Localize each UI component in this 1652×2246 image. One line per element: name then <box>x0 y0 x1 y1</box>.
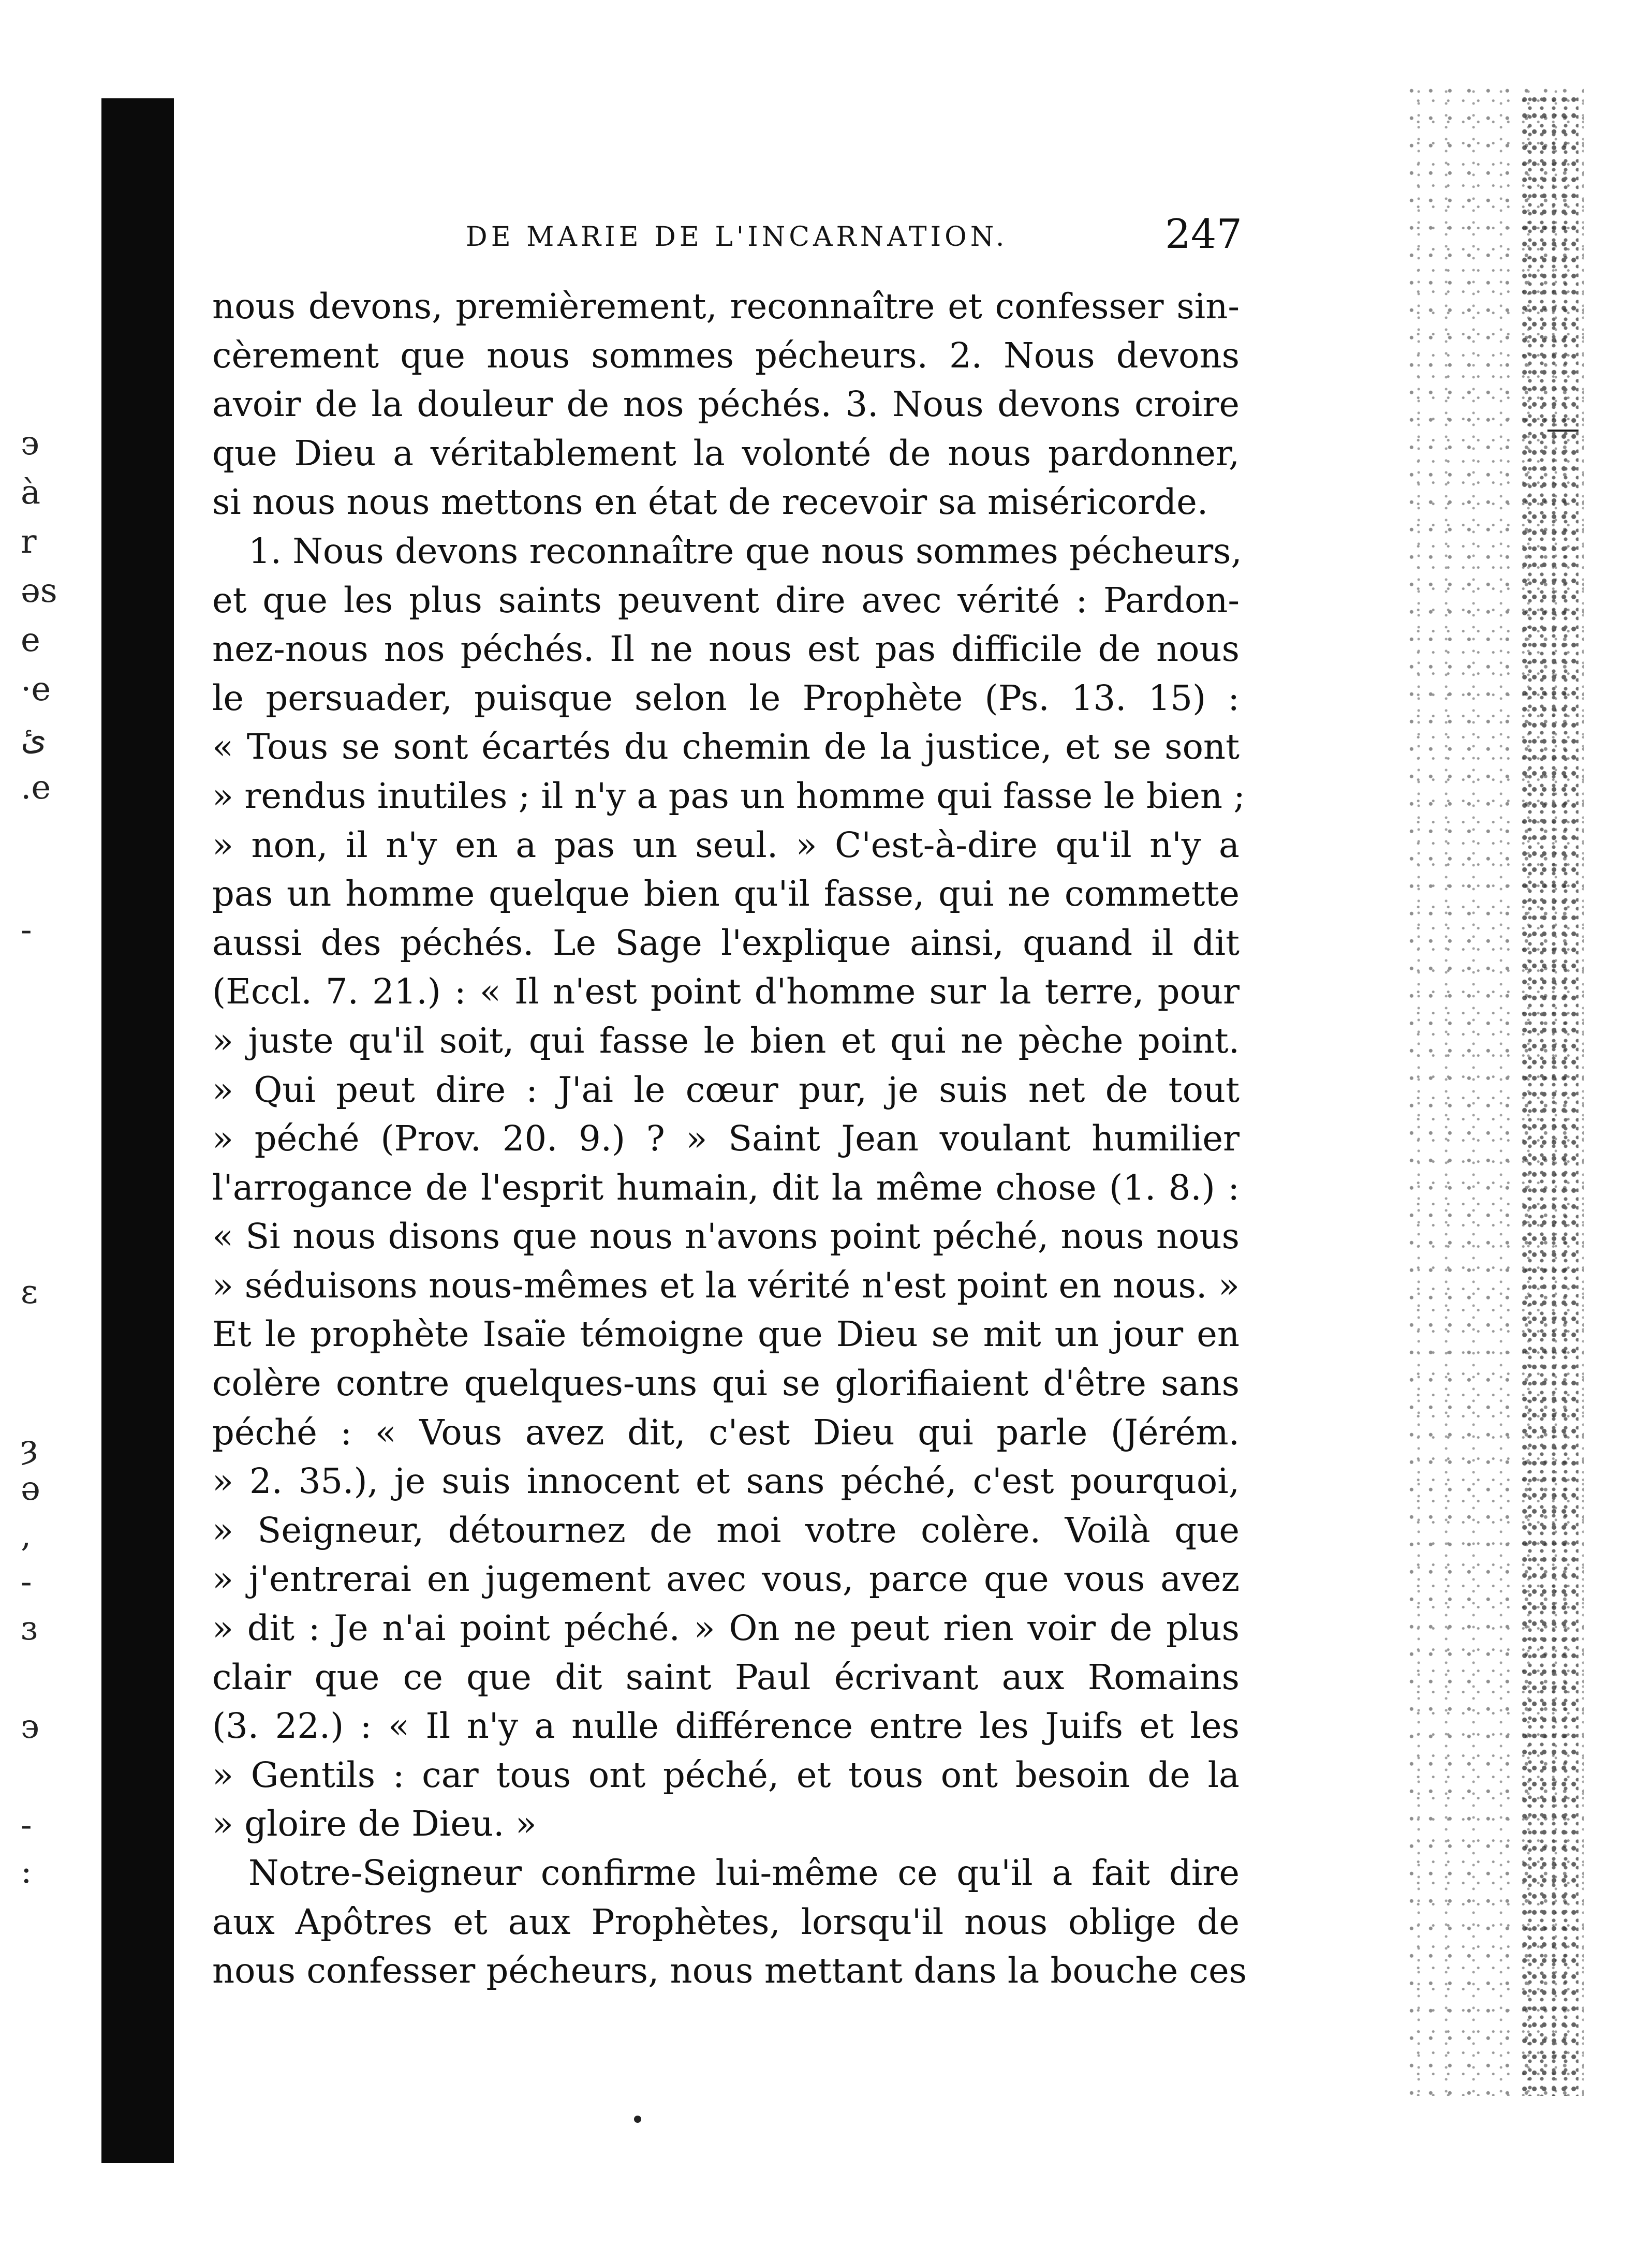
residue-char: - <box>21 1806 32 1844</box>
scan-noise-page-edge <box>1522 93 1579 2096</box>
text-line: » Qui peut dire : J'ai le cœur pur, je suis net de tout <box>212 1069 1240 1110</box>
residue-char: : <box>21 1853 32 1891</box>
text-line: » dit : Je n'ai point péché. » On ne peut rien voir de plus <box>212 1608 1240 1649</box>
text-line: nez-nous nos péchés. Il ne nous est pas difficile de nous <box>212 629 1240 670</box>
text-line: (3. 22.) : « Il n'y a nulle différence entre les Juifs et les <box>212 1706 1240 1747</box>
text-line: » j'entrerai en jugement avec vous, parce que vous avez <box>212 1559 1240 1600</box>
residue-char: , <box>21 1516 32 1555</box>
residue-char: ·e <box>21 670 51 708</box>
text-line: que Dieu a véritablement la volonté de nous pardonner, <box>212 433 1240 474</box>
text-line: Notre-Seigneur confirme lui-même ce qu'il a fait dire <box>248 1853 1240 1893</box>
text-line: le persuader, puisque selon le Prophète (Ps. 13. 15) : <box>212 677 1240 718</box>
residue-char: à <box>21 474 41 512</box>
text-line: aux Apôtres et aux Prophètes, lorsqu'il nous oblige de <box>212 1901 1240 1942</box>
text-line: si nous nous mettons en état de recevoir sa miséricorde. <box>212 482 1208 523</box>
residue-char: ئ <box>21 719 47 758</box>
text-line: » juste qu'il soit, qui fasse le bien et qui ne pèche point. <box>212 1020 1240 1061</box>
residue-char: ȝ <box>21 1428 38 1467</box>
text-line: » rendus inutiles ; il n'y a pas un homme qui fasse le bien ; <box>212 775 1245 816</box>
residue-char: r <box>21 523 37 561</box>
residue-char: ɛ <box>21 1273 38 1311</box>
residue-char: ə <box>21 1470 40 1508</box>
text-line: » gloire de Dieu. » <box>212 1804 537 1844</box>
residue-char: əs <box>21 572 57 610</box>
text-line: » péché (Prov. 20. 9.) ? » Saint Jean voulant humilier <box>212 1118 1240 1159</box>
text-line: « Si nous disons que nous n'avons point péché, nous nous <box>212 1216 1240 1257</box>
text-line: avoir de la douleur de nos péchés. 3. Nous devons croire <box>212 384 1240 425</box>
text-line: » Seigneur, détournez de moi votre colère. Voilà que <box>212 1510 1240 1550</box>
text-line: colère contre quelques-uns qui se glorifiaient d'être sans <box>212 1363 1240 1404</box>
text-line: « Tous se sont écartés du chemin de la justice, et se sont <box>212 727 1240 767</box>
text-line: » 2. 35.), je suis innocent et sans péché, c'est pourquoi, <box>212 1461 1240 1502</box>
text-line: nous devons, premièrement, reconnaître et confesser sin- <box>212 286 1240 327</box>
text-line: clair que ce que dit saint Paul écrivant aux Romains <box>212 1657 1240 1697</box>
text-line: » non, il n'y en a pas un seul. » C'est-à-dire qu'il n'y a <box>212 824 1240 865</box>
text-line: 1. Nous devons reconnaître que nous sommes pécheurs, <box>248 530 1242 571</box>
residue-char: э <box>21 424 39 463</box>
edge-mark <box>1547 430 1579 432</box>
text-line: pas un homme quelque bien qu'il fasse, qui ne commette <box>212 874 1240 914</box>
residue-char: .e <box>21 769 51 807</box>
residue-char: e <box>21 621 40 659</box>
body-text <box>212 282 1247 1996</box>
ink-speck <box>634 2116 641 2123</box>
text-line: l'arrogance de l'esprit humain, dit la même chose (1. 8.) : <box>212 1167 1240 1208</box>
text-line: aussi des péchés. Le Sage l'explique ainsi, quand il dit <box>212 922 1240 963</box>
residue-char: ɜ <box>21 1609 38 1648</box>
text-line: cèrement que nous sommes pécheurs. 2. Nous devons <box>212 335 1240 376</box>
residue-char: - <box>21 1563 32 1601</box>
text-line: péché : « Vous avez dit, c'est Dieu qui parle (Jérém. <box>212 1412 1240 1453</box>
running-header-title: DE MARIE DE L'INCARNATION. <box>466 221 1008 253</box>
text-line: Et le prophète Isaïe témoigne que Dieu se mit un jour en <box>212 1314 1240 1355</box>
binding-shadow-bar <box>101 98 174 2163</box>
text-line: (Eccl. 7. 21.) : « Il n'est point d'homme sur la terre, pour <box>212 971 1240 1012</box>
page-number: 247 <box>1165 211 1242 258</box>
text-line: » Gentils : car tous ont péché, et tous ont besoin de la <box>212 1754 1240 1795</box>
text-line: » séduisons nous-mêmes et la vérité n'est point en nous. » <box>212 1265 1240 1306</box>
text-line: nous confesser pécheurs, nous mettant dans la bouche ces <box>212 1951 1247 1991</box>
text-line: et que les plus saints peuvent dire avec vérité : Pardon- <box>212 580 1240 620</box>
residue-char: э <box>21 1708 39 1746</box>
residue-char: - <box>21 911 32 949</box>
